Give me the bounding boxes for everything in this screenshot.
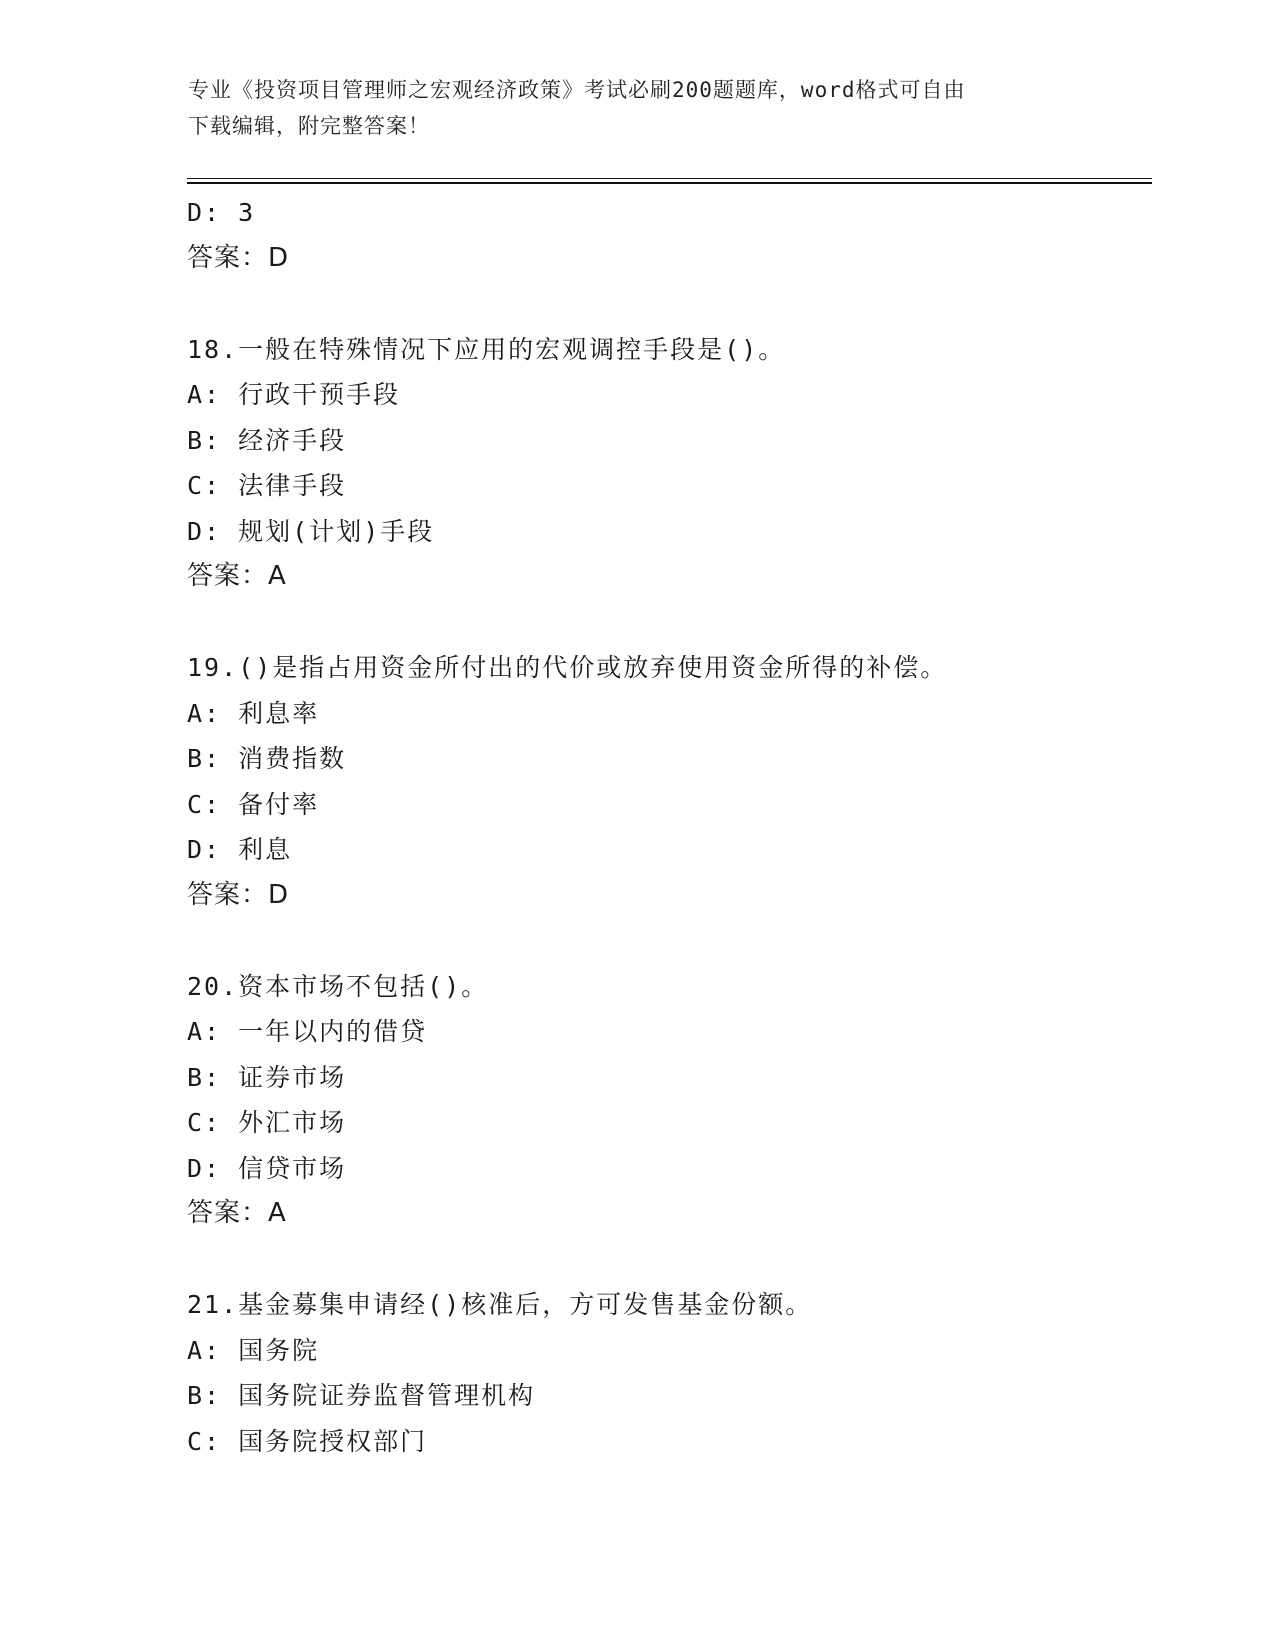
header-divider-thick xyxy=(187,182,1152,184)
option-b: B: 消费指数 xyxy=(187,744,347,773)
option-d: D: 规划(计划)手段 xyxy=(187,516,435,546)
header-line-2: 下载编辑，附完整答案！ xyxy=(188,114,430,138)
option-b: B: 证券市场 xyxy=(187,1062,347,1092)
option-a: A: 利息率 xyxy=(187,698,320,728)
spacer xyxy=(187,600,1147,646)
question-19 xyxy=(187,645,1147,918)
question-title: 21.基金募集申请经()核准后，方可发售基金份额。 xyxy=(187,1290,813,1319)
option-a: A: 一年以内的借贷 xyxy=(187,1017,428,1046)
option-c: C: 备付率 xyxy=(187,789,320,819)
question-18 xyxy=(187,327,1147,600)
spacer xyxy=(187,1237,1147,1283)
option-d: D: 3 xyxy=(187,198,256,227)
option-a: A: 行政干预手段 xyxy=(187,380,401,409)
question-title: 18.一般在特殊情况下应用的宏观调控手段是()。 xyxy=(187,334,786,364)
option-c: C: 法律手段 xyxy=(187,471,347,500)
option-d: D: 利息 xyxy=(187,835,293,864)
option-c: C: 国务院授权部门 xyxy=(187,1426,428,1456)
question-content xyxy=(187,190,1147,1464)
answer-line: 答案：D xyxy=(187,242,290,273)
header-divider-thin xyxy=(187,178,1152,179)
option-c: C: 外汇市场 xyxy=(187,1108,347,1137)
question-20 xyxy=(187,964,1147,1237)
answer-line: 答案：A xyxy=(187,561,287,591)
spacer xyxy=(187,918,1147,964)
option-d: D: 信贷市场 xyxy=(187,1153,347,1183)
option-b: B: 经济手段 xyxy=(187,425,347,455)
option-a: A: 国务院 xyxy=(187,1335,320,1365)
question-21 xyxy=(187,1282,1147,1464)
option-b: B: 国务院证券监督管理机构 xyxy=(187,1381,536,1410)
question-title: 20.资本市场不包括()。 xyxy=(187,971,489,1001)
header-line-1: 专业《投资项目管理师之宏观经济政策》考试必刷200题题库，word格式可自由 xyxy=(188,78,966,102)
answer-line: 答案：A xyxy=(187,1198,287,1228)
answer-line: 答案：D xyxy=(187,879,290,910)
document-header xyxy=(188,72,1088,144)
spacer xyxy=(187,281,1147,327)
question-title: 19.()是指占用资金所付出的代价或放弃使用资金所得的补偿。 xyxy=(187,653,948,682)
